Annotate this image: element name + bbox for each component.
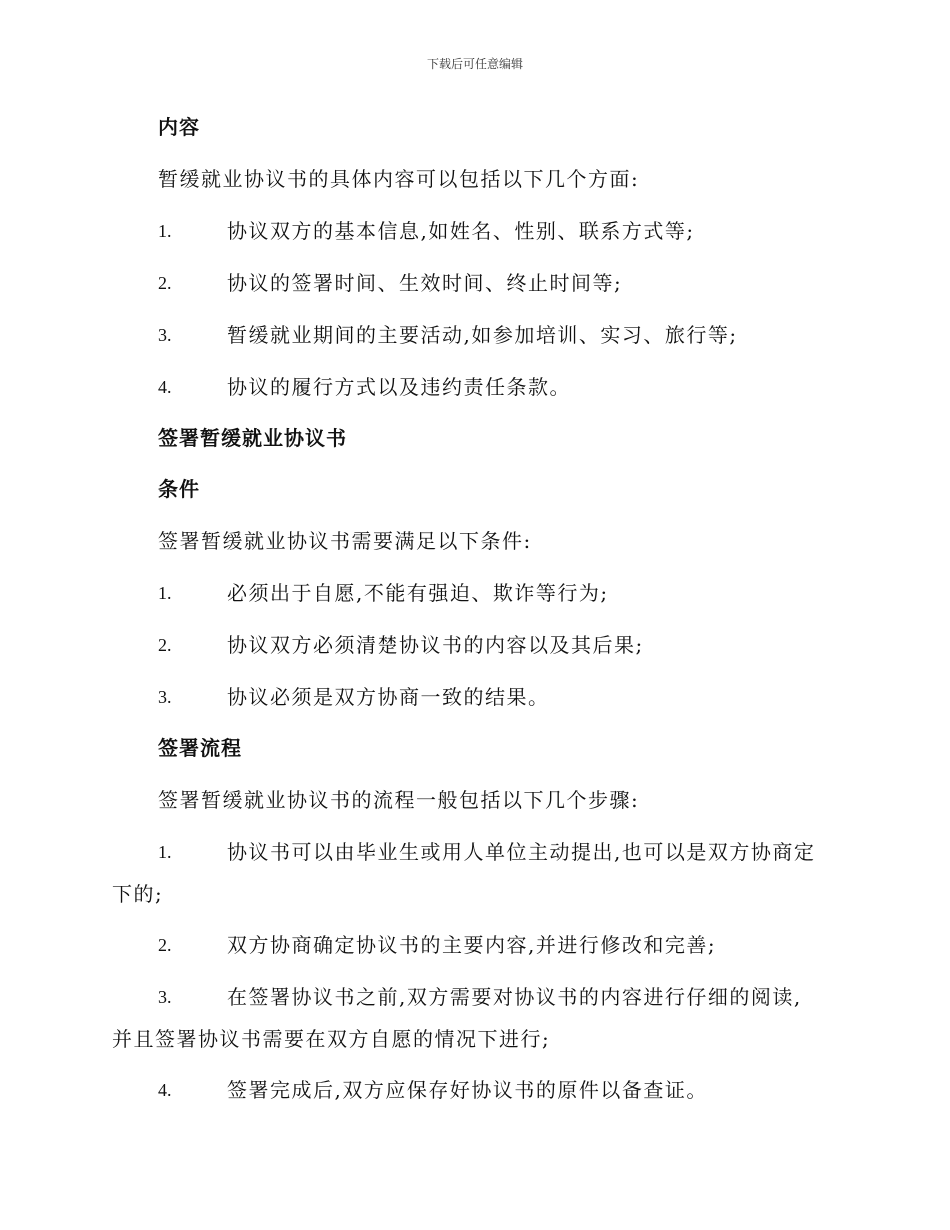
conditions-item-3-text: 协议必须是双方协商一致的结果。 bbox=[227, 685, 550, 709]
process-item-4-number: 4. bbox=[158, 1080, 172, 1100]
content-item-2-text: 协议的签署时间、生效时间、终止时间等; bbox=[227, 271, 623, 295]
content-item-4-text: 协议的履行方式以及违约责任条款。 bbox=[227, 375, 571, 399]
conditions-intro: 签署暂缓就业协议书需要满足以下条件: bbox=[158, 529, 532, 553]
process-item-1-text: 协议书可以由毕业生或用人单位主动提出,也可以是双方协商定 bbox=[227, 840, 816, 864]
conditions-item-2-number: 2. bbox=[158, 635, 172, 655]
content-item-3-text: 暂缓就业期间的主要活动,如参加培训、实习、旅行等; bbox=[227, 323, 738, 347]
section-heading-conditions: 条件 bbox=[158, 477, 200, 501]
process-item-3-number: 3. bbox=[158, 987, 172, 1007]
process-item-2-text: 双方协商确定协议书的主要内容,并进行修改和完善; bbox=[227, 933, 717, 957]
process-item-1-number: 1. bbox=[158, 842, 172, 862]
section-heading-process: 签署流程 bbox=[158, 736, 242, 760]
content-item-3-number: 3. bbox=[158, 325, 172, 345]
conditions-item-1-number: 1. bbox=[158, 583, 172, 603]
process-item-4-text: 签署完成后,双方应保存好协议书的原件以备查证。 bbox=[227, 1078, 708, 1102]
content-item-1-text: 协议双方的基本信息,如姓名、性别、联系方式等; bbox=[227, 219, 695, 243]
content-intro: 暂缓就业协议书的具体内容可以包括以下几个方面: bbox=[158, 167, 640, 191]
content-item-1-number: 1. bbox=[158, 221, 172, 241]
process-item-1-continuation: 下的; bbox=[112, 882, 164, 906]
page-header: 下载后可任意编辑 bbox=[426, 57, 523, 71]
conditions-item-2-text: 协议双方必须清楚协议书的内容以及其后果; bbox=[227, 633, 644, 657]
process-intro: 签署暂缓就业协议书的流程一般包括以下几个步骤: bbox=[158, 788, 640, 812]
content-item-2-number: 2. bbox=[158, 273, 172, 293]
content-item-4-number: 4. bbox=[158, 377, 172, 397]
section-heading-signing: 签署暂缓就业协议书 bbox=[158, 426, 347, 450]
process-item-3-text: 在签署协议书之前,双方需要对协议书的内容进行仔细的阅读, bbox=[227, 985, 802, 1009]
process-item-2-number: 2. bbox=[158, 935, 172, 955]
process-item-3-continuation: 并且签署协议书需要在双方自愿的情况下进行; bbox=[112, 1027, 551, 1051]
section-heading-content: 内容 bbox=[158, 115, 200, 139]
conditions-item-1-text: 必须出于自愿,不能有强迫、欺诈等行为; bbox=[227, 581, 609, 605]
conditions-item-3-number: 3. bbox=[158, 687, 172, 707]
